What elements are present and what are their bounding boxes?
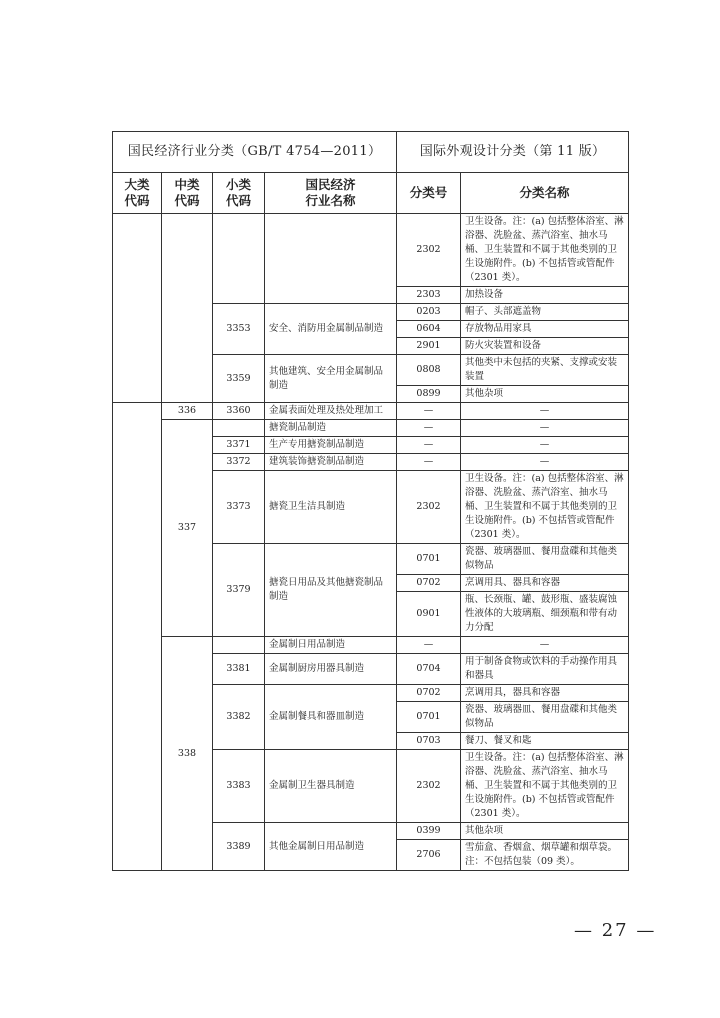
- class-number-cell: —: [397, 403, 461, 420]
- small-code-cell: 3389: [213, 823, 265, 871]
- small-code-cell: 3360: [213, 403, 265, 420]
- small-code-cell: 3373: [213, 471, 265, 544]
- class-name-cell: 烹调用具，器具和容器: [461, 685, 629, 702]
- col-header-industry-name: 国民经济 行业名称: [265, 173, 397, 214]
- big-code-cell: [113, 403, 162, 871]
- small-code-cell: 3382: [213, 685, 265, 750]
- class-number-cell: 2302: [397, 471, 461, 544]
- mid-code-cell: 338: [162, 637, 213, 871]
- class-number-cell: 2302: [397, 214, 461, 287]
- industry-name-cell: 搪瓷制品制造: [265, 420, 397, 437]
- page-number: — 27 —: [574, 920, 657, 941]
- class-name-cell: 存放物品用家具: [461, 321, 629, 338]
- class-number-cell: 0701: [397, 702, 461, 733]
- class-number-cell: —: [397, 420, 461, 437]
- small-code-cell: [213, 420, 265, 437]
- industry-name-cell: 金属制厨房用器具制造: [265, 654, 397, 685]
- class-number-cell: 0701: [397, 544, 461, 575]
- col-header-class-name: 分类名称: [461, 173, 629, 214]
- class-number-cell: 0808: [397, 355, 461, 386]
- class-name-cell: 其他杂项: [461, 823, 629, 840]
- table-row: [113, 637, 629, 654]
- class-name-cell: —: [461, 420, 629, 437]
- table-row: [113, 420, 629, 437]
- class-number-cell: 2901: [397, 338, 461, 355]
- class-name-cell: —: [461, 637, 629, 654]
- class-number-cell: 0399: [397, 823, 461, 840]
- small-code-cell: 3353: [213, 304, 265, 355]
- col-header-class-number: 分类号: [397, 173, 461, 214]
- mid-code-cell: 337: [162, 420, 213, 637]
- class-name-cell: 卫生设备。注：(a) 包括整体浴室、淋浴器、洗脸盆、蒸汽浴室、抽水马桶、卫生装置和不属于其他类别的卫生设施附件。(b) 不包括管或管配件（2301 类）。: [461, 750, 629, 823]
- class-name-cell: 防火灾装置和设备: [461, 338, 629, 355]
- class-name-cell: 卫生设备。注：(a) 包括整体浴室、淋浴器、洗脸盆、蒸汽浴室、抽水马桶、卫生装置和不属于其他类别的卫生设施附件。(b) 不包括管或管配件（2301 类）。: [461, 214, 629, 287]
- industry-name-cell: 其他金属制日用品制造: [265, 823, 397, 871]
- class-number-cell: 2303: [397, 287, 461, 304]
- class-name-cell: 餐刀、餐叉和匙: [461, 733, 629, 750]
- industry-name-cell: 其他建筑、安全用金属制品制造: [265, 355, 397, 403]
- left-standard-title: 国民经济行业分类（GB/T 4754—2011）: [113, 132, 397, 173]
- small-code-cell: 3371: [213, 437, 265, 454]
- industry-name-cell: 安全、消防用金属制品制造: [265, 304, 397, 355]
- mid-code-cell: [162, 214, 213, 403]
- class-number-cell: 0702: [397, 685, 461, 702]
- industry-name-cell: 搪瓷卫生洁具制造: [265, 471, 397, 544]
- header-row-2: [113, 173, 629, 214]
- small-code-cell: 3383: [213, 750, 265, 823]
- class-name-cell: 用于制备食物或饮料的手动操作用具和器具: [461, 654, 629, 685]
- mid-code-cell: 336: [162, 403, 213, 420]
- small-code-cell: [213, 214, 265, 304]
- small-code-cell: 3381: [213, 654, 265, 685]
- industry-name-cell: [265, 214, 397, 304]
- class-name-cell: 瓷器、玻璃器皿、餐用盘碟和其他类似物品: [461, 702, 629, 733]
- industry-name-cell: 搪瓷日用品及其他搪瓷制品制造: [265, 544, 397, 637]
- small-code-cell: 3372: [213, 454, 265, 471]
- big-code-cell: [113, 214, 162, 403]
- industry-name-cell: 金属表面处理及热处理加工: [265, 403, 397, 420]
- col-header-mid-code: 中类 代码: [162, 173, 213, 214]
- industry-name-cell: 金属制餐具和器皿制造: [265, 685, 397, 750]
- table-row: [113, 214, 629, 287]
- classification-table: [112, 131, 629, 871]
- right-standard-title: 国际外观设计分类（第 11 版）: [397, 132, 629, 173]
- small-code-cell: 3379: [213, 544, 265, 637]
- class-number-cell: —: [397, 637, 461, 654]
- class-name-cell: 瓷器、玻璃器皿、餐用盘碟和其他类似物品: [461, 544, 629, 575]
- class-name-cell: —: [461, 437, 629, 454]
- class-name-cell: 烹调用具、器具和容器: [461, 575, 629, 592]
- industry-name-cell: 建筑装饰搪瓷制品制造: [265, 454, 397, 471]
- class-number-cell: 0704: [397, 654, 461, 685]
- industry-name-cell: 金属制卫生器具制造: [265, 750, 397, 823]
- class-number-cell: 0899: [397, 386, 461, 403]
- class-number-cell: 2302: [397, 750, 461, 823]
- header-row-1: [113, 132, 629, 173]
- class-number-cell: —: [397, 437, 461, 454]
- class-number-cell: 0901: [397, 592, 461, 637]
- small-code-cell: 3359: [213, 355, 265, 403]
- class-name-cell: —: [461, 454, 629, 471]
- class-number-cell: 0203: [397, 304, 461, 321]
- class-number-cell: 0702: [397, 575, 461, 592]
- class-number-cell: —: [397, 454, 461, 471]
- class-number-cell: 0604: [397, 321, 461, 338]
- classification-table-wrapper: [112, 131, 628, 871]
- class-number-cell: 2706: [397, 840, 461, 871]
- class-name-cell: 加热设备: [461, 287, 629, 304]
- class-name-cell: 雪茄盒、香烟盒、烟草罐和烟草袋。注：不包括包装（09 类）。: [461, 840, 629, 871]
- class-name-cell: 瓶、长颈瓶、罐、鼓形瓶、盛装腐蚀性液体的大玻璃瓶、细颈瓶和带有动力分配: [461, 592, 629, 637]
- class-name-cell: 其他杂项: [461, 386, 629, 403]
- table-row: [113, 403, 629, 420]
- industry-name-cell: 生产专用搪瓷制品制造: [265, 437, 397, 454]
- class-name-cell: 帽子、头部遮盖物: [461, 304, 629, 321]
- col-header-small-code: 小类 代码: [213, 173, 265, 214]
- class-name-cell: —: [461, 403, 629, 420]
- industry-name-cell: 金属制日用品制造: [265, 637, 397, 654]
- class-name-cell: 其他类中未包括的夹紧、支撑或安装装置: [461, 355, 629, 386]
- class-number-cell: 0703: [397, 733, 461, 750]
- class-name-cell: 卫生设备。注：(a) 包括整体浴室、淋浴器、洗脸盆、蒸汽浴室、抽水马桶、卫生装置和不属于其他类别的卫生设施附件。(b) 不包括管或管配件（2301 类）。: [461, 471, 629, 544]
- small-code-cell: [213, 637, 265, 654]
- col-header-big-code: 大类 代码: [113, 173, 162, 214]
